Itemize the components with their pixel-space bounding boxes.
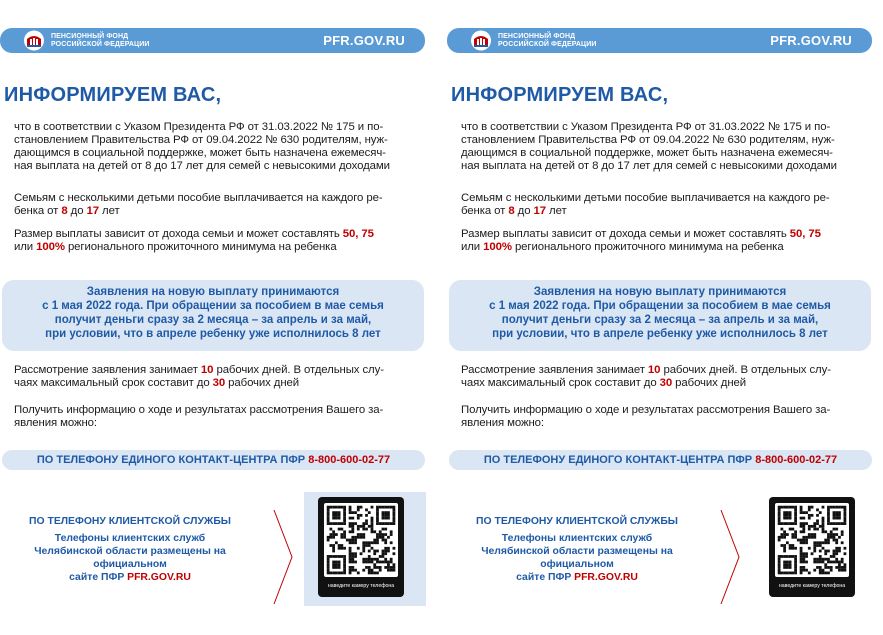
header-bar <box>0 28 425 53</box>
client-service-link[interactable]: PFR.GOV.RU <box>127 572 191 583</box>
header-bar <box>447 28 872 53</box>
page-title: ИНФОРМИРУЕМ ВАС, <box>4 84 222 106</box>
info-box-text: Заявления на новую выплату принимаются с 1 мая 2022 года. При обращении за пособием в мае семья получит деньги сразу за 2 месяца – за апрель и за май, при условии, что в апреле ребенку уже исполнилось 8 лет <box>42 286 384 340</box>
client-service-text: Телефоны клиентских служб Челябинской области размещены на официальном сайте ПФР PFR.GOV.RU <box>34 533 226 583</box>
paragraph-multiple-children: Семьям с несколькими детьми пособие выплачивается на каждого ре- бенка от 8 до 17 лет <box>461 192 830 217</box>
site-link[interactable]: PFR.GOV.RU <box>770 33 852 48</box>
phone-number: 8-800-600-02-77 <box>308 454 391 466</box>
paragraph-review-period: Рассмотрение заявления занимает 10 рабочих дней. В отдельных слу- чаях максимальный срок составит до 30 рабочих дней <box>14 364 384 389</box>
client-service-block <box>12 515 248 584</box>
contact-center-phone-bar[interactable]: ПО ТЕЛЕФОНУ ЕДИНОГО КОНТАКТ-ЦЕНТРА ПФР 8-800-600-02-77 <box>2 450 425 470</box>
info-box <box>449 280 871 351</box>
pfr-logo-icon <box>23 30 45 51</box>
page-title: ИНФОРМИРУЕМ ВАС, <box>451 84 669 106</box>
chevron-right-icon <box>719 508 741 606</box>
client-service-heading: ПО ТЕЛЕФОНУ КЛИЕНТСКОЙ СЛУЖБЫ <box>29 516 231 527</box>
site-link[interactable]: PFR.GOV.RU <box>323 33 405 48</box>
paragraph-review-period: Рассмотрение заявления занимает 10 рабочих дней. В отдельных слу- чаях максимальный срок составит до 30 рабочих дней <box>461 364 831 389</box>
qr-code-icon <box>775 503 849 577</box>
chevron-right-icon <box>272 508 294 606</box>
paragraph-get-info: Получить информацию о ходе и результатах рассмотрения Вашего за- явления можно: <box>14 404 384 429</box>
client-service-heading: ПО ТЕЛЕФОНУ КЛИЕНТСКОЙ СЛУЖБЫ <box>476 516 678 527</box>
paragraph-amount: Размер выплаты зависит от дохода семьи и может составлять 50, 75 или 100% регионального прожиточного минимума на ребенка <box>14 228 374 253</box>
qr-caption: наведите камеру телефона <box>327 583 395 589</box>
client-service-text: Телефоны клиентских служб Челябинской области размещены на официальном сайте ПФР PFR.GOV.RU <box>481 533 673 583</box>
org-name: ПЕНСИОННЫЙ ФОНД РОССИЙСКОЙ ФЕДЕРАЦИИ <box>498 33 597 48</box>
client-service-block <box>459 515 695 584</box>
flyer-left <box>0 0 436 635</box>
pfr-logo-icon <box>470 30 492 51</box>
qr-code[interactable] <box>318 497 404 597</box>
paragraph-amount: Размер выплаты зависит от дохода семьи и может составлять 50, 75 или 100% регионального прожиточного минимума на ребенка <box>461 228 821 253</box>
qr-code-icon <box>324 503 398 577</box>
phone-number: 8-800-600-02-77 <box>755 454 838 466</box>
flyer-right <box>447 0 883 635</box>
client-service-link[interactable]: PFR.GOV.RU <box>574 572 638 583</box>
paragraph-multiple-children: Семьям с несколькими детьми пособие выплачивается на каждого ре- бенка от 8 до 17 лет <box>14 192 383 217</box>
paragraph-get-info: Получить информацию о ходе и результатах рассмотрения Вашего за- явления можно: <box>461 404 831 429</box>
info-box <box>2 280 424 351</box>
contact-center-phone-bar[interactable]: ПО ТЕЛЕФОНУ ЕДИНОГО КОНТАКТ-ЦЕНТРА ПФР 8-800-600-02-77 <box>449 450 872 470</box>
paragraph-decree: что в соответствии с Указом Президента РФ от 31.03.2022 № 175 и по- становлением Правительства РФ от 09.04.2022 № 630 родителям, нуж- дающимся в социальной поддержке, может быть назначена ежемесяч- ная выплата на детей от 8 до 17 лет для семей с невысокими доходами <box>14 121 390 172</box>
org-name: ПЕНСИОННЫЙ ФОНД РОССИЙСКОЙ ФЕДЕРАЦИИ <box>51 33 150 48</box>
qr-code[interactable] <box>769 497 855 597</box>
qr-caption: наведите камеру телефона <box>778 583 846 589</box>
paragraph-decree: что в соответствии с Указом Президента РФ от 31.03.2022 № 175 и по- становлением Правительства РФ от 09.04.2022 № 630 родителям, нуж- дающимся в социальной поддержке, может быть назначена ежемесяч- ная выплата на детей от 8 до 17 лет для семей с невысокими доходами <box>461 121 837 172</box>
info-box-text: Заявления на новую выплату принимаются с 1 мая 2022 года. При обращении за пособием в мае семья получит деньги сразу за 2 месяца – за апрель и за май, при условии, что в апреле ребенку уже исполнилось 8 лет <box>489 286 831 340</box>
